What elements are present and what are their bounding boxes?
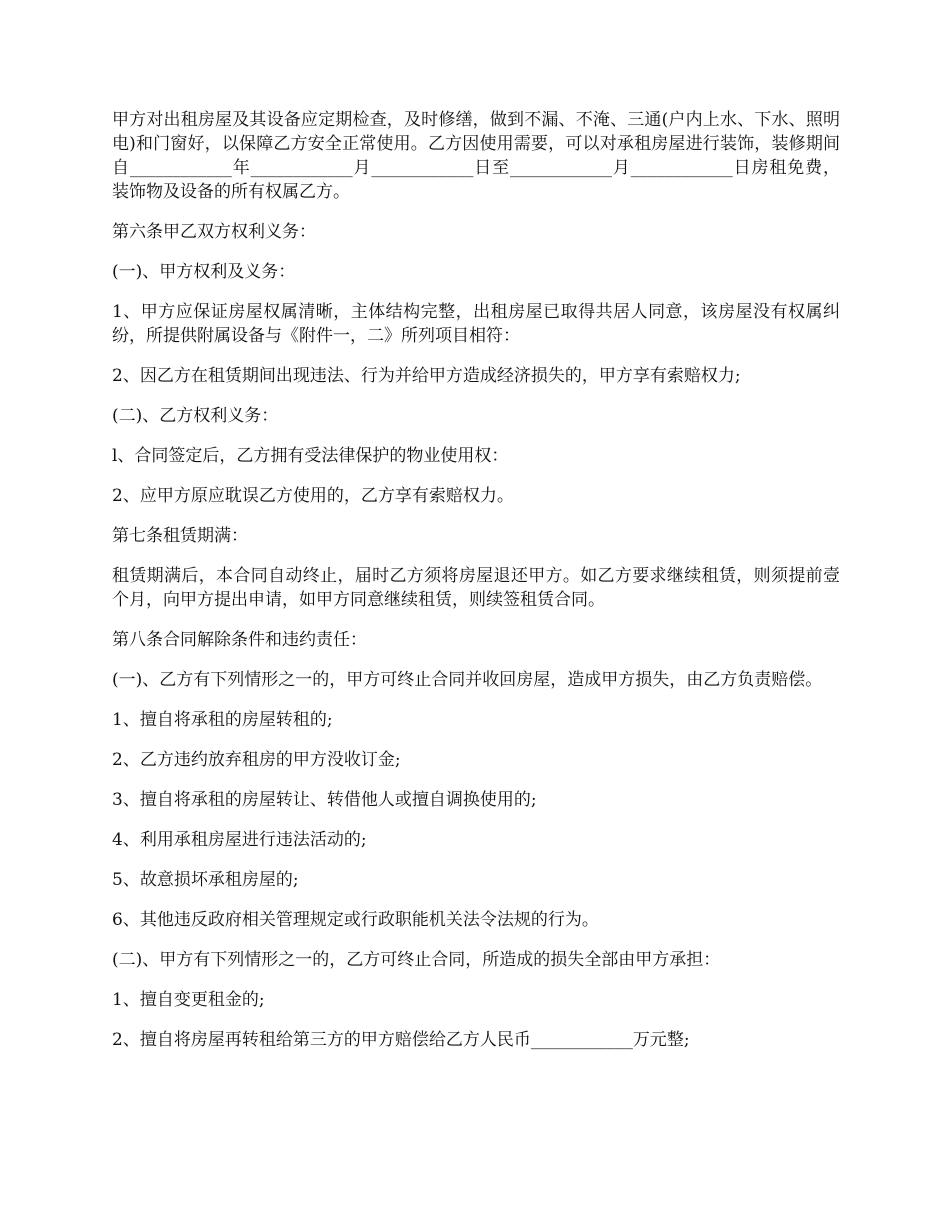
list-item-breach-4: 4、利用承租房屋进行违法活动的; (112, 830, 367, 850)
heading-article-6: 第六条甲乙双方权利义务： (112, 222, 316, 242)
subheading-party-b-rights: (二)、乙方权利义务： (112, 406, 279, 426)
paragraph-lease-expiry: 租赁期满后，本合同自动终止，届时乙方须将房屋退还甲方。如乙方要求继续租赁，则须提前壹个月，向甲方提出申请，如甲方同意继续租赁，则续签租赁合同。 (112, 566, 840, 610)
paragraph-party-a-item-2: 2、因乙方在租赁期间出现违法、行为并给甲方造成经济损失的，甲方享有索赔权力; (112, 366, 741, 386)
paragraph-repair-and-decoration: 甲方对出租房屋及其设备应定期检查，及时修缮，做到不漏、不淹、三通(户内上水、下水、照明电)和门窗好，以保障乙方安全正常使用。乙方因使用需要，可以对承租房屋进行装饰，装修期间自____________年____________月____________日至____________月____________日房租免费，装饰物及设备的所有权属乙方。 (112, 110, 840, 202)
heading-article-8: 第八条合同解除条件和违约责任： (112, 630, 367, 650)
list-item-breach-5: 5、故意损坏承租房屋的; (112, 870, 299, 890)
list-item-a-breach-2: 2、擅自将房屋再转租给第三方的甲方赔偿给乙方人民币____________万元整; (112, 1030, 690, 1050)
list-item-breach-3: 3、擅自将承租的房屋转让、转借他人或擅自调换使用的; (112, 790, 537, 810)
paragraph-party-b-item-2: 2、应甲方原应耽误乙方使用的，乙方享有索赔权力。 (112, 486, 514, 506)
list-item-a-breach-1: 1、擅自变更租金的; (112, 990, 265, 1010)
subheading-party-a-breach: (二)、甲方有下列情形之一的，乙方可终止合同，所造成的损失全部由甲方承担： (112, 950, 721, 970)
paragraph-party-a-item-1: 1、甲方应保证房屋权属清晰，主体结构完整，出租房屋已取得共居人同意，该房屋没有权属纠纷，所提供附属设备与《附件一，二》所列项目相符： (112, 302, 840, 346)
list-item-breach-6: 6、其他违反政府相关管理规定或行政职能机关法令法规的行为。 (112, 910, 599, 930)
paragraph-party-b-item-1: l、合同签定后，乙方拥有受法律保护的物业使用权： (112, 446, 509, 466)
subheading-party-b-breach: (一)、乙方有下列情形之一的，甲方可终止合同并收回房屋，造成甲方损失，由乙方负责赔偿。 (112, 670, 823, 690)
heading-article-7: 第七条租赁期满： (112, 526, 248, 546)
list-item-breach-2: 2、乙方违约放弃租房的甲方没收订金; (112, 750, 401, 770)
document-body (112, 108, 840, 1068)
list-item-breach-1: 1、擅自将承租的房屋转租的; (112, 710, 333, 730)
subheading-party-a-rights: (一)、甲方权利及义务： (112, 262, 296, 282)
